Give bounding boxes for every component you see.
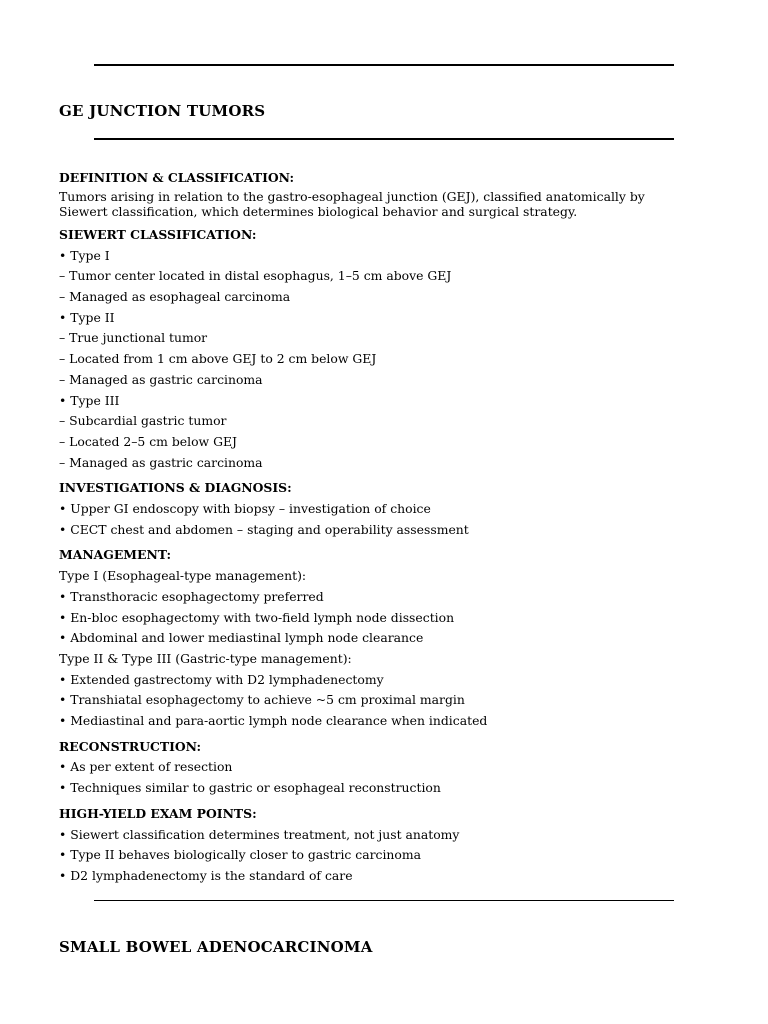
list-item: • Siewert classification determines treatment, not just anatomy bbox=[59, 826, 460, 842]
list-item: • Abdominal and lower mediastinal lymph node clearance bbox=[59, 630, 424, 646]
list-item: – True junctional tumor bbox=[59, 330, 208, 346]
list-item: • Extended gastrectomy with D2 lymphadenectomy bbox=[59, 671, 384, 687]
section-heading: SIEWERT CLASSIFICATION: bbox=[59, 226, 257, 242]
next-section-title: SMALL BOWEL ADENOCARCINOMA bbox=[59, 938, 373, 956]
list-item: • Type II behaves biologically closer to gastric carcinoma bbox=[59, 847, 422, 863]
list-item: • Upper GI endoscopy with biopsy – investigation of choice bbox=[59, 501, 431, 517]
list-item: • As per extent of resection bbox=[59, 759, 233, 775]
section-siewert bbox=[59, 225, 684, 473]
list-subheading: Type I (Esophageal-type management): bbox=[59, 568, 307, 584]
top-divider bbox=[94, 64, 674, 66]
list-item: • En-bloc esophagectomy with two-field lymph node dissection bbox=[59, 609, 455, 625]
section-heading: HIGH-YIELD EXAM POINTS: bbox=[59, 805, 257, 821]
section-paragraph: Tumors arising in relation to the gastro-esophageal junction (GEJ), classified anatomically by Siewert classification, which determines biological behavior and surgical strategy. bbox=[59, 188, 645, 220]
bottom-divider bbox=[94, 900, 674, 901]
list-item: • Type I bbox=[59, 247, 110, 263]
section-heading: INVESTIGATIONS & DIAGNOSIS: bbox=[59, 480, 292, 496]
list-item: • CECT chest and abdomen – staging and operability assessment bbox=[59, 521, 469, 537]
section-heading: RECONSTRUCTION: bbox=[59, 738, 202, 754]
list-item: – Managed as gastric carcinoma bbox=[59, 371, 263, 387]
list-item: – Managed as esophageal carcinoma bbox=[59, 289, 291, 304]
list-item: – Located from 1 cm above GEJ to 2 cm below GEJ bbox=[59, 351, 377, 367]
list-item: – Managed as gastric carcinoma bbox=[59, 454, 263, 470]
section-definition bbox=[59, 168, 684, 220]
list-item: – Located 2–5 cm below GEJ bbox=[59, 433, 238, 449]
list-item: • Type II bbox=[59, 309, 115, 325]
list-item: • Transhiatal esophagectomy to achieve ~5 cm proximal margin bbox=[59, 692, 465, 708]
list-subheading: Type II & Type III (Gastric-type management): bbox=[59, 650, 352, 666]
list-item: – Subcardial gastric tumor bbox=[59, 413, 227, 429]
list-item: • Type III bbox=[59, 392, 120, 408]
section-high-yield bbox=[59, 804, 684, 887]
list-item: • Mediastinal and para-aortic lymph node clearance when indicated bbox=[59, 713, 488, 729]
document-body bbox=[59, 168, 684, 887]
section-management bbox=[59, 545, 684, 731]
page-title: GE JUNCTION TUMORS bbox=[59, 102, 266, 120]
list-item: • Techniques similar to gastric or esophageal reconstruction bbox=[59, 780, 441, 796]
section-investigations bbox=[59, 478, 684, 540]
title-divider bbox=[94, 138, 674, 140]
list-item: • Transthoracic esophagectomy preferred bbox=[59, 588, 324, 604]
list-item: • D2 lymphadenectomy is the standard of care bbox=[59, 867, 353, 883]
section-reconstruction bbox=[59, 737, 684, 799]
section-heading: DEFINITION & CLASSIFICATION: bbox=[59, 170, 295, 185]
list-item: – Tumor center located in distal esophagus, 1–5 cm above GEJ bbox=[59, 268, 452, 284]
section-heading: MANAGEMENT: bbox=[59, 547, 172, 563]
